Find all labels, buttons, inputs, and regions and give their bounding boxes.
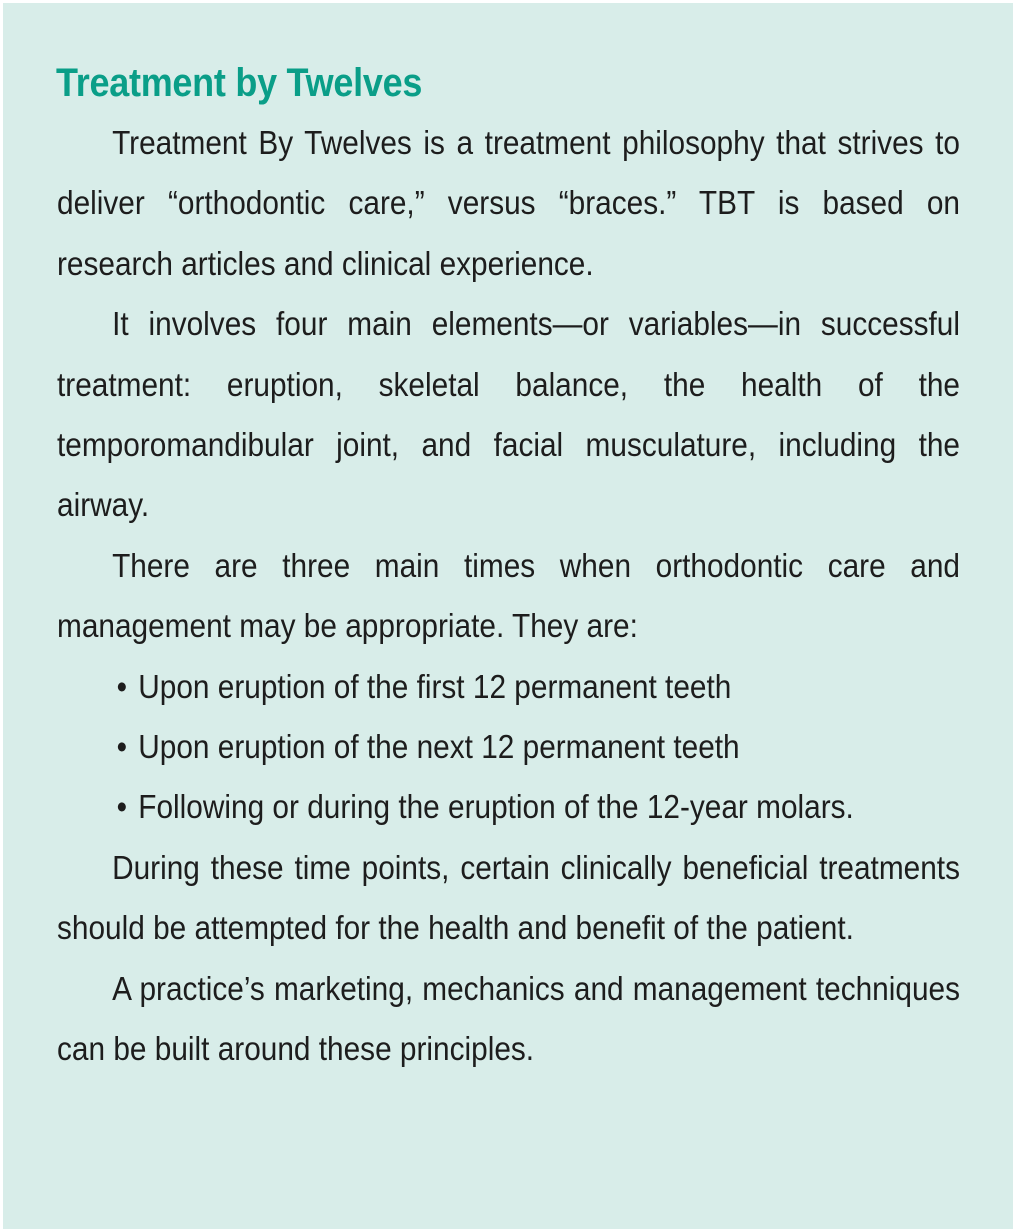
list-item [57, 657, 1016, 717]
list-item [57, 717, 1016, 777]
bullet-icon: • [116, 667, 128, 705]
sidebar-body [57, 113, 959, 1080]
paragraph-time-points: During these time points, certain clinically beneficial treatments should be attempted for the health and benefit of the patient. [57, 848, 960, 947]
list-item [57, 777, 1016, 837]
paragraph-intro: Treatment By Twelves is a treatment philosophy that strives to deliver “orthodontic care,” versus “braces.” TBT is based on research articles and clinical experience. [57, 124, 960, 282]
bullet-icon: • [116, 728, 128, 766]
list-item-text: Upon eruption of the first 12 permanent teeth [138, 667, 732, 705]
list-item-text: Following or during the eruption of the 12-year molars. [138, 788, 854, 826]
list-item-text: Upon eruption of the next 12 permanent teeth [138, 728, 740, 766]
bullet-list [57, 657, 959, 838]
paragraph-practice: A practice’s marketing, mechanics and management techniques can be built around these principles. [57, 969, 960, 1068]
paragraph-three-times: There are three main times when orthodontic care and management may be appropriate. They are: [57, 546, 960, 645]
paragraph-elements: It involves four main elements—or variables—in successful treatment: eruption, skeletal balance, the health of the temporomandibular joint, and facial musculature, including the airway. [57, 305, 960, 524]
sidebar-title: Treatment by Twelves [56, 61, 423, 105]
bullet-icon: • [116, 788, 128, 826]
treatment-by-twelves-sidebar [3, 3, 1013, 1229]
